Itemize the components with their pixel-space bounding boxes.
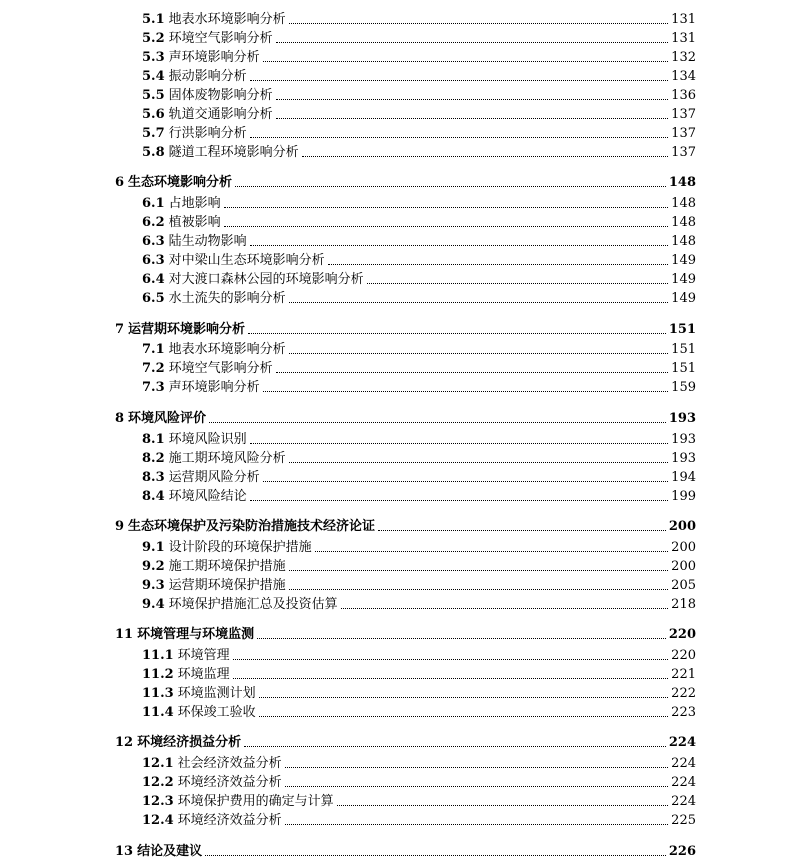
toc-entry-page-number: 193 <box>671 432 696 447</box>
toc-entry-page-number: 136 <box>671 88 696 103</box>
toc-dot-leader <box>250 500 669 501</box>
toc-entry-number: 8.4 <box>142 489 165 504</box>
toc-entry-page-number: 148 <box>668 175 696 190</box>
toc-entry-page-number: 194 <box>671 470 696 485</box>
toc-entry-page-number: 224 <box>668 735 696 750</box>
toc-section-entry[interactable] <box>142 194 696 213</box>
toc-section-entry[interactable] <box>142 595 696 614</box>
toc-section-entry[interactable] <box>142 86 696 105</box>
toc-entry-title: 环境管理 <box>177 648 230 663</box>
toc-dot-leader <box>250 80 669 81</box>
toc-dot-leader <box>263 391 669 392</box>
toc-dot-leader <box>285 824 668 825</box>
toc-entry-page-number: 224 <box>671 756 696 771</box>
toc-entry-number: 9 <box>115 519 125 534</box>
toc-dot-leader <box>276 42 669 43</box>
toc-section-entry[interactable] <box>142 754 696 773</box>
toc-dot-leader <box>250 443 669 444</box>
toc-entry-title: 声环境影响分析 <box>168 50 260 65</box>
toc-entry-title: 环境监测计划 <box>177 686 256 701</box>
toc-section-entry[interactable] <box>142 10 696 29</box>
toc-entry-title: 施工期环境风险分析 <box>168 451 286 466</box>
toc-entry-number: 11.2 <box>142 667 174 682</box>
toc-entry-number: 7.2 <box>142 361 165 376</box>
toc-section-entry[interactable] <box>142 143 696 162</box>
toc-entry-title: 结论及建议 <box>137 844 203 859</box>
toc-entry-page-number: 132 <box>671 50 696 65</box>
toc-entry-number: 9.1 <box>142 540 165 555</box>
toc-entry-number: 7.1 <box>142 342 165 357</box>
toc-section-entry[interactable] <box>142 359 696 378</box>
toc-entry-page-number: 223 <box>671 705 696 720</box>
toc-dot-leader <box>257 638 666 639</box>
toc-entry-number: 6.3 <box>142 234 165 249</box>
toc-dot-leader <box>302 156 669 157</box>
toc-dot-leader <box>341 608 669 609</box>
toc-section-entry[interactable] <box>142 378 696 397</box>
toc-entry-number: 5.3 <box>142 50 165 65</box>
toc-entry-page-number: 148 <box>671 234 696 249</box>
toc-entry-number: 8 <box>115 411 125 426</box>
toc-entry-title: 轨道交通影响分析 <box>168 107 273 122</box>
toc-entry-title: 环境经济损益分析 <box>137 735 242 750</box>
toc-section-entry[interactable] <box>142 576 696 595</box>
toc-dot-leader <box>276 372 669 373</box>
toc-dot-leader <box>289 462 669 463</box>
toc-entry-title: 环保竣工验收 <box>177 705 256 720</box>
toc-entry-number: 6.5 <box>142 291 165 306</box>
toc-entry-page-number: 224 <box>671 794 696 809</box>
toc-entry-page-number: 131 <box>671 31 696 46</box>
toc-section-entry[interactable] <box>142 665 696 684</box>
toc-section-entry[interactable] <box>142 684 696 703</box>
toc-dot-leader <box>367 283 669 284</box>
toc-dot-leader <box>276 118 669 119</box>
toc-entry-page-number: 151 <box>671 361 696 376</box>
toc-entry-title: 生态环境影响分析 <box>128 175 233 190</box>
toc-entry-title: 生态环境保护及污染防治措施技术经济论证 <box>128 519 376 534</box>
toc-section-entry[interactable] <box>142 29 696 48</box>
toc-entry-title: 设计阶段的环境保护措施 <box>168 540 312 555</box>
toc-dot-leader <box>289 589 669 590</box>
toc-entry-page-number: 222 <box>671 686 696 701</box>
toc-dot-leader <box>337 805 668 806</box>
toc-section-entry[interactable] <box>142 703 696 722</box>
toc-dot-leader <box>259 697 668 698</box>
toc-chapter-entry[interactable] <box>115 320 696 339</box>
toc-dot-leader <box>328 264 669 265</box>
toc-chapter-entry[interactable] <box>115 842 696 861</box>
toc-entry-title: 水土流失的影响分析 <box>168 291 286 306</box>
toc-entry-number: 12.4 <box>142 813 174 828</box>
toc-entry-title: 环境风险评价 <box>128 411 207 426</box>
toc-entry-page-number: 148 <box>671 196 696 211</box>
toc-entry-number: 9.3 <box>142 578 165 593</box>
toc-section-entry[interactable] <box>142 213 696 232</box>
toc-entry-page-number: 224 <box>671 775 696 790</box>
toc-entry-page-number: 221 <box>671 667 696 682</box>
toc-entry-title: 环境管理与环境监测 <box>137 627 255 642</box>
toc-entry-page-number: 200 <box>668 519 696 534</box>
toc-entry-number: 11 <box>115 627 134 642</box>
toc-section-entry[interactable] <box>142 792 696 811</box>
toc-section-entry[interactable] <box>142 538 696 557</box>
toc-section-entry[interactable] <box>142 557 696 576</box>
toc-entry-page-number: 199 <box>671 489 696 504</box>
toc-entry-page-number: 149 <box>671 291 696 306</box>
toc-section-entry[interactable] <box>142 646 696 665</box>
toc-dot-leader <box>289 302 669 303</box>
toc-entry-page-number: 220 <box>668 627 696 642</box>
toc-dot-leader <box>209 422 666 423</box>
toc-dot-leader <box>224 226 669 227</box>
toc-entry-number: 7 <box>115 322 125 337</box>
toc-entry-title: 对中梁山生态环境影响分析 <box>168 253 325 268</box>
toc-entry-page-number: 200 <box>671 540 696 555</box>
toc-entry-page-number: 225 <box>671 813 696 828</box>
toc-entry-title: 占地影响 <box>168 196 221 211</box>
toc-entry-page-number: 151 <box>668 322 696 337</box>
toc-entry-title: 植被影响 <box>168 215 221 230</box>
toc-entry-title: 环境经济效益分析 <box>177 775 282 790</box>
toc-entry-page-number: 149 <box>671 272 696 287</box>
toc-entry-title: 环境保护措施汇总及投资估算 <box>168 597 338 612</box>
toc-section-entry[interactable] <box>142 449 696 468</box>
toc-entry-page-number: 137 <box>671 107 696 122</box>
toc-entry-title: 地表水环境影响分析 <box>168 12 286 27</box>
toc-section-entry[interactable] <box>142 773 696 792</box>
toc-dot-leader <box>263 481 669 482</box>
toc-entry-number: 11.3 <box>142 686 174 701</box>
toc-entry-number: 12.2 <box>142 775 174 790</box>
toc-entry-number: 13 <box>115 844 134 859</box>
toc-entry-page-number: 149 <box>671 253 696 268</box>
toc-entry-page-number: 218 <box>671 597 696 612</box>
toc-dot-leader <box>205 855 666 856</box>
toc-entry-number: 12.3 <box>142 794 174 809</box>
toc-entry-page-number: 193 <box>671 451 696 466</box>
toc-entry-number: 11.4 <box>142 705 174 720</box>
toc-entry-number: 5.7 <box>142 126 165 141</box>
toc-entry-number: 6.2 <box>142 215 165 230</box>
toc-entry-page-number: 200 <box>671 559 696 574</box>
toc-entry-page-number: 137 <box>671 145 696 160</box>
toc-entry-page-number: 137 <box>671 126 696 141</box>
toc-entry-page-number: 148 <box>671 215 696 230</box>
toc-entry-number: 5.1 <box>142 12 165 27</box>
toc-entry-number: 6.1 <box>142 196 165 211</box>
toc-dot-leader <box>289 570 669 571</box>
toc-entry-title: 对大渡口森林公园的环境影响分析 <box>168 272 364 287</box>
toc-section-entry[interactable] <box>142 289 696 308</box>
toc-entry-number: 5.5 <box>142 88 165 103</box>
toc-entry-number: 9.4 <box>142 597 165 612</box>
toc-section-entry[interactable] <box>142 430 696 449</box>
toc-entry-title: 固体废物影响分析 <box>168 88 273 103</box>
toc-entry-page-number: 220 <box>671 648 696 663</box>
toc-section-entry[interactable] <box>142 67 696 86</box>
toc-entry-title: 环境保护费用的确定与计算 <box>177 794 334 809</box>
toc-entry-page-number: 193 <box>668 411 696 426</box>
toc-entry-page-number: 131 <box>671 12 696 27</box>
toc-section-entry[interactable] <box>142 124 696 143</box>
toc-dot-leader <box>233 678 668 679</box>
toc-dot-leader <box>248 333 666 334</box>
toc-entry-number: 8.1 <box>142 432 165 447</box>
toc-dot-leader <box>235 186 666 187</box>
toc-dot-leader <box>250 137 669 138</box>
toc-section-entry[interactable] <box>142 251 696 270</box>
toc-entry-page-number: 205 <box>671 578 696 593</box>
toc-entry-title: 行洪影响分析 <box>168 126 247 141</box>
toc-entry-number: 5.2 <box>142 31 165 46</box>
toc-section-entry[interactable] <box>142 105 696 124</box>
toc-entry-title: 地表水环境影响分析 <box>168 342 286 357</box>
toc-entry-title: 环境空气影响分析 <box>168 31 273 46</box>
toc-entry-number: 7.3 <box>142 380 165 395</box>
toc-dot-leader <box>276 99 669 100</box>
toc-entry-title: 社会经济效益分析 <box>177 756 282 771</box>
toc-section-entry[interactable] <box>142 270 696 289</box>
toc-entry-title: 运营期风险分析 <box>168 470 260 485</box>
toc-entry-number: 12.1 <box>142 756 174 771</box>
toc-entry-number: 9.2 <box>142 559 165 574</box>
toc-entry-title: 隧道工程环境影响分析 <box>168 145 299 160</box>
toc-entry-number: 12 <box>115 735 134 750</box>
toc-entry-number: 8.2 <box>142 451 165 466</box>
toc-entry-page-number: 151 <box>671 342 696 357</box>
toc-entry-number: 6.3 <box>142 253 165 268</box>
toc-entry-title: 环境风险结论 <box>168 489 247 504</box>
toc-dot-leader <box>259 716 668 717</box>
toc-chapter-entry[interactable] <box>115 517 696 536</box>
toc-entry-title: 环境经济效益分析 <box>177 813 282 828</box>
toc-section-entry[interactable] <box>142 468 696 487</box>
toc-section-entry[interactable] <box>142 811 696 830</box>
toc-section-entry[interactable] <box>142 487 696 506</box>
toc-entry-title: 环境监理 <box>177 667 230 682</box>
toc-chapter-entry[interactable] <box>115 173 696 192</box>
toc-dot-leader <box>378 530 666 531</box>
toc-section-entry[interactable] <box>142 48 696 67</box>
toc-dot-leader <box>233 659 668 660</box>
toc-entry-page-number: 226 <box>668 844 696 859</box>
toc-dot-leader <box>250 245 669 246</box>
toc-entry-title: 环境风险识别 <box>168 432 247 447</box>
toc-entry-title: 陆生动物影响 <box>168 234 247 249</box>
toc-entry-number: 6.4 <box>142 272 165 287</box>
toc-entry-number: 5.8 <box>142 145 165 160</box>
toc-entry-title: 运营期环境影响分析 <box>128 322 246 337</box>
toc-chapter-entry[interactable] <box>115 625 696 644</box>
toc-dot-leader <box>285 767 668 768</box>
toc-dot-leader <box>289 353 669 354</box>
toc-entry-title: 运营期环境保护措施 <box>168 578 286 593</box>
toc-entry-title: 振动影响分析 <box>168 69 247 84</box>
toc-entry-number: 5.4 <box>142 69 165 84</box>
toc-entry-number: 11.1 <box>142 648 174 663</box>
toc-entry-page-number: 159 <box>671 380 696 395</box>
toc-entry-title: 施工期环境保护措施 <box>168 559 286 574</box>
toc-entry-number: 8.3 <box>142 470 165 485</box>
toc-section-entry[interactable] <box>142 340 696 359</box>
toc-entry-title: 声环境影响分析 <box>168 380 260 395</box>
toc-dot-leader <box>224 207 669 208</box>
toc-entry-title: 环境空气影响分析 <box>168 361 273 376</box>
toc-entry-page-number: 134 <box>671 69 696 84</box>
toc-entry-number: 6 <box>115 175 125 190</box>
toc-chapter-entry[interactable] <box>115 409 696 428</box>
toc-entry-number: 5.6 <box>142 107 165 122</box>
toc-dot-leader <box>244 746 666 747</box>
toc-dot-leader <box>289 23 669 24</box>
toc-chapter-entry[interactable] <box>115 733 696 752</box>
toc-section-entry[interactable] <box>142 232 696 251</box>
toc-dot-leader <box>263 61 669 62</box>
toc-dot-leader <box>315 551 669 552</box>
toc-dot-leader <box>285 786 668 787</box>
